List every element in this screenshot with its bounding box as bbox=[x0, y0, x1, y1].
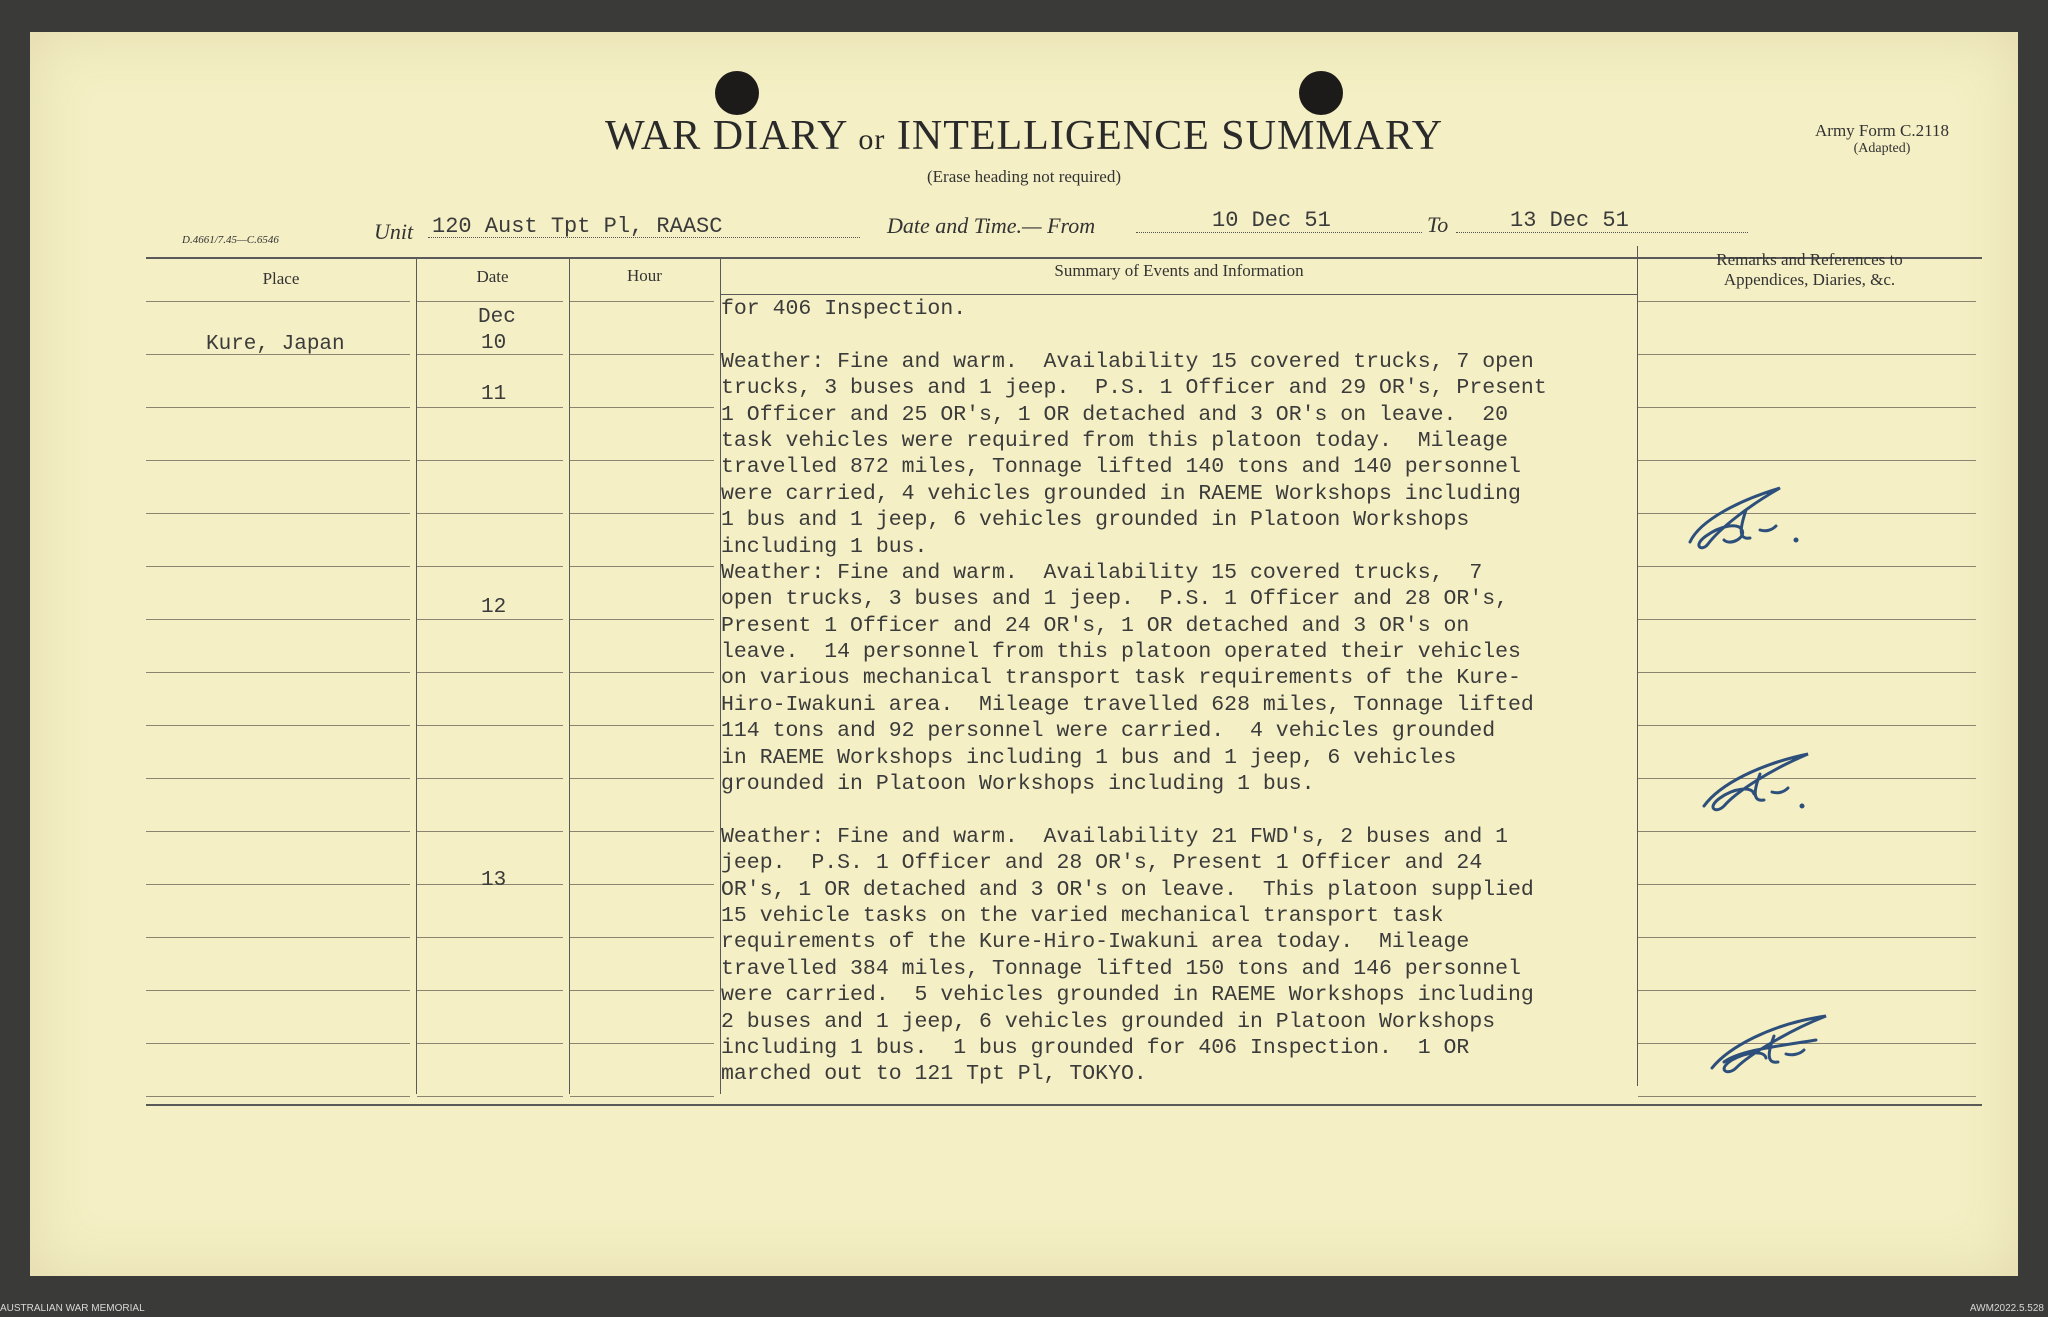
summary-line: trucks, 3 buses and 1 jeep. P.S. 1 Officer and 29 OR's, Present bbox=[721, 376, 1547, 401]
ruled-line bbox=[1638, 937, 1976, 938]
ruled-line bbox=[570, 884, 714, 885]
ruled-line bbox=[570, 990, 714, 991]
summary-line: 1 bus and 1 jeep, 6 vehicles grounded in Platoon Workshops bbox=[721, 508, 1470, 533]
summary-of-events bbox=[721, 296, 1661, 1088]
print-code: D.4661/7.45—C.6546 bbox=[182, 234, 279, 246]
signature-2 bbox=[1690, 748, 1830, 818]
ruled-line bbox=[417, 513, 563, 514]
ruled-line bbox=[146, 619, 410, 620]
ruled-line bbox=[1638, 619, 1976, 620]
remarks-header-line1: Remarks and References to bbox=[1716, 250, 1903, 269]
place-cell: Kure, Japan bbox=[206, 333, 345, 356]
ruled-line bbox=[146, 513, 410, 514]
signature-3 bbox=[1700, 1010, 1840, 1080]
ruled-line bbox=[570, 301, 714, 302]
ruled-line bbox=[1638, 884, 1976, 885]
summary-line: open trucks, 3 buses and 1 jeep. P.S. 1 Officer and 28 OR's, bbox=[721, 587, 1509, 612]
to-label: To bbox=[1427, 212, 1449, 237]
ruled-line bbox=[417, 778, 563, 779]
remarks-header-line2: Appendices, Diaries, &c. bbox=[1723, 269, 1896, 289]
ruled-line bbox=[570, 725, 714, 726]
date-day-12: 12 bbox=[481, 596, 507, 619]
unit-label: Unit bbox=[374, 219, 414, 244]
ruled-line bbox=[146, 672, 410, 673]
summary-line: 2 buses and 1 jeep, 6 vehicles grounded in Platoon Workshops bbox=[721, 1009, 1496, 1034]
col-header-place: Place bbox=[262, 269, 300, 288]
ruled-line bbox=[417, 1043, 563, 1044]
ruled-line bbox=[146, 884, 410, 885]
ruled-line bbox=[417, 1096, 563, 1097]
summary-line: 114 tons and 92 personnel were carried. 4 vehicles grounded bbox=[721, 719, 1496, 744]
ruled-line bbox=[417, 460, 563, 461]
summary-line: on various mechanical transport task requirements of the Kure- bbox=[721, 666, 1521, 691]
summary-line: Hiro-Iwakuni area. Mileage travelled 628 miles, Tonnage lifted bbox=[721, 692, 1534, 717]
ruled-line bbox=[1638, 831, 1976, 832]
ruled-line bbox=[417, 990, 563, 991]
col-header-date: Date bbox=[476, 267, 509, 286]
ruled-line bbox=[417, 937, 563, 938]
ruled-line bbox=[570, 1043, 714, 1044]
ruled-line bbox=[146, 301, 410, 302]
erase-note: (Erase heading not required) bbox=[927, 167, 1121, 186]
summary-line: jeep. P.S. 1 Officer and 28 OR's, Present 1 Officer and 24 bbox=[721, 851, 1483, 876]
punch-hole-right bbox=[1299, 71, 1343, 115]
summary-line: Weather: Fine and warm. Availability 15 covered trucks, 7 bbox=[721, 560, 1483, 585]
divider-date-hour bbox=[569, 258, 570, 1094]
to-underline bbox=[1456, 232, 1748, 233]
ruled-line bbox=[570, 778, 714, 779]
ruled-line bbox=[570, 619, 714, 620]
title-intelligence-summary: INTELLIGENCE SUMMARY bbox=[896, 113, 1444, 159]
unit-value: 120 Aust Tpt Pl, RAASC bbox=[432, 214, 723, 239]
summary-line bbox=[721, 797, 1661, 823]
summary-line: were carried, 4 vehicles grounded in RAEME Workshops including bbox=[721, 481, 1521, 506]
ruled-line bbox=[570, 407, 714, 408]
form-title bbox=[0, 112, 2048, 160]
unit-underline bbox=[428, 237, 860, 238]
date-month: Dec bbox=[478, 306, 516, 329]
summary-line: Weather: Fine and warm. Availability 21 FWD's, 2 buses and 1 bbox=[721, 824, 1509, 849]
summary-line: for 406 Inspection. bbox=[721, 297, 967, 321]
ruled-line bbox=[146, 990, 410, 991]
ruled-line bbox=[146, 566, 410, 567]
ruled-line bbox=[1638, 460, 1976, 461]
ruled-line bbox=[417, 566, 563, 567]
ruled-line bbox=[146, 725, 410, 726]
ruled-line bbox=[146, 1043, 410, 1044]
ruled-line bbox=[570, 460, 714, 461]
form-number bbox=[1782, 122, 1982, 156]
signature-1 bbox=[1680, 480, 1820, 560]
ruled-line bbox=[146, 1096, 410, 1097]
ruled-line bbox=[417, 672, 563, 673]
ruled-line bbox=[417, 301, 563, 302]
ruled-line bbox=[1638, 407, 1976, 408]
from-underline bbox=[1136, 232, 1422, 233]
ruled-line bbox=[570, 354, 714, 355]
divider-place-date bbox=[416, 258, 417, 1094]
ruled-line bbox=[417, 619, 563, 620]
header-divider-summary bbox=[721, 294, 1637, 295]
ruled-line bbox=[570, 566, 714, 567]
to-value: 13 Dec 51 bbox=[1510, 208, 1629, 233]
from-value: 10 Dec 51 bbox=[1212, 208, 1331, 233]
ruled-line bbox=[417, 407, 563, 408]
summary-line: in RAEME Workshops including 1 bus and 1 jeep, 6 vehicles bbox=[721, 745, 1457, 770]
table-bottom-border bbox=[146, 1104, 1982, 1106]
ruled-line bbox=[570, 513, 714, 514]
ruled-line bbox=[1638, 990, 1976, 991]
summary-line: including 1 bus. 1 bus grounded for 406 Inspection. 1 OR bbox=[721, 1035, 1470, 1060]
date-day-10: 10 bbox=[481, 332, 507, 355]
ruled-line bbox=[570, 937, 714, 938]
date-day-11: 11 bbox=[481, 383, 507, 406]
col-header-summary: Summary of Events and Information bbox=[1054, 261, 1304, 280]
ruled-line bbox=[146, 407, 410, 408]
summary-line: were carried. 5 vehicles grounded in RAEME Workshops including bbox=[721, 983, 1534, 1008]
ruled-line bbox=[146, 460, 410, 461]
summary-line: requirements of the Kure-Hiro-Iwakuni area today. Mileage bbox=[721, 930, 1470, 955]
ruled-line bbox=[1638, 672, 1976, 673]
summary-line: marched out to 121 Tpt Pl, TOKYO. bbox=[721, 1062, 1147, 1087]
summary-line: 1 Officer and 25 OR's, 1 OR detached and 3 OR's on leave. 20 bbox=[721, 402, 1509, 427]
summary-line: task vehicles were required from this platoon today. Mileage bbox=[721, 428, 1509, 453]
ruled-line bbox=[417, 725, 563, 726]
ruled-line bbox=[146, 831, 410, 832]
footer-accession: AWM2022.5.528 bbox=[1969, 1303, 2044, 1314]
ruled-line bbox=[1638, 566, 1976, 567]
date-day-13: 13 bbox=[481, 869, 507, 892]
summary-line: including 1 bus. bbox=[721, 534, 928, 559]
ruled-line bbox=[1638, 354, 1976, 355]
summary-line: OR's, 1 OR detached and 3 OR's on leave. This platoon supplied bbox=[721, 877, 1534, 902]
col-header-remarks bbox=[1637, 250, 1982, 289]
summary-line: Present 1 Officer and 24 OR's, 1 OR detached and 3 OR's on bbox=[721, 613, 1470, 638]
form-number-text: Army Form C.2118 bbox=[1815, 121, 1949, 140]
footer-institution: AUSTRALIAN WAR MEMORIAL bbox=[0, 1303, 145, 1314]
ruled-line bbox=[1638, 301, 1976, 302]
date-time-label: Date and Time.— From bbox=[887, 213, 1096, 238]
ruled-line bbox=[1638, 725, 1976, 726]
punch-hole-left bbox=[715, 71, 759, 115]
title-war-diary: WAR DIARY bbox=[604, 113, 847, 159]
form-adapted: (Adapted) bbox=[1853, 140, 1911, 156]
summary-line: travelled 384 miles, Tonnage lifted 150 tons and 146 personnel bbox=[721, 956, 1521, 981]
summary-line: leave. 14 personnel from this platoon operated their vehicles bbox=[721, 640, 1521, 665]
ruled-line bbox=[146, 937, 410, 938]
ruled-line bbox=[570, 672, 714, 673]
summary-line: Weather: Fine and warm. Availability 15 covered trucks, 7 open bbox=[721, 349, 1534, 374]
summary-line: grounded in Platoon Workshops including 1 bus. bbox=[721, 772, 1315, 797]
ruled-line bbox=[146, 778, 410, 779]
summary-line bbox=[721, 322, 1661, 348]
ruled-line bbox=[570, 831, 714, 832]
col-header-hour: Hour bbox=[627, 266, 662, 285]
ruled-line bbox=[417, 831, 563, 832]
ruled-line bbox=[1638, 1096, 1976, 1097]
ruled-line bbox=[570, 1096, 714, 1097]
summary-line: 15 vehicle tasks on the varied mechanical transport task bbox=[721, 903, 1444, 928]
title-or: or bbox=[858, 123, 886, 156]
summary-line: travelled 872 miles, Tonnage lifted 140 tons and 140 personnel bbox=[721, 455, 1521, 480]
